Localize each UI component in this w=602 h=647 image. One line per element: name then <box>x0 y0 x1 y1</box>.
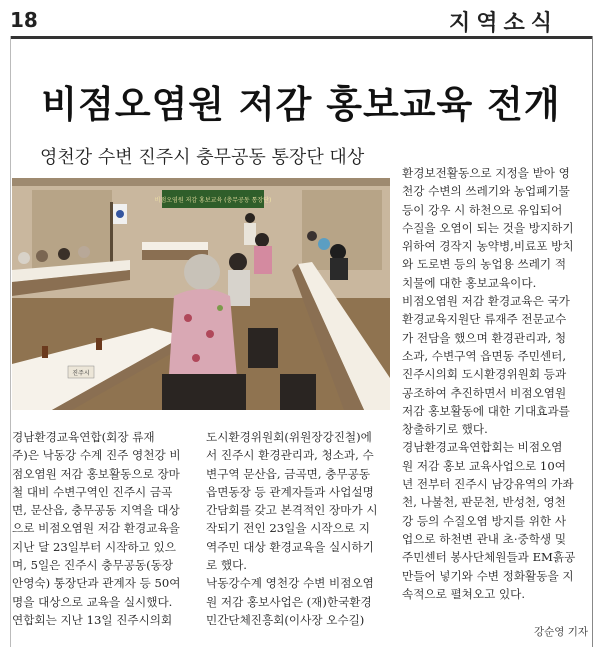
attendee <box>36 250 48 262</box>
text-line: 원 저감 홍보 교육사업으로 10여 <box>402 458 566 473</box>
text-line: 원 저감 홍보사업은 (재)한국환경 <box>206 594 372 609</box>
speaker-head <box>245 213 255 223</box>
text-line: 변구역 문산읍, 금곡면, 충무공동 <box>206 466 371 481</box>
text-line: 로 했다. <box>206 558 247 573</box>
chair <box>162 374 246 410</box>
floral-pattern <box>217 305 223 311</box>
text-line: 저감 홍보활동에 대한 기대효과를 <box>402 403 570 418</box>
text-line: 강 등의 수질오염 방지를 위한 사 <box>402 513 567 528</box>
text-line: 천강 수변의 쓰레기와 농업폐기물 <box>402 184 570 199</box>
text-line: 안영숙) 통장단과 관계자 등 50여 <box>12 576 181 591</box>
text-line: 치물에 대한 홍보교육이다. <box>402 275 537 290</box>
header-rule <box>10 36 592 39</box>
text-line: 만들어 넣기와 수변 정화활동을 지 <box>402 568 574 583</box>
text-line: 진주시의회 도시환경위원회 등과 <box>402 367 567 382</box>
text-line: 으로 비점오염원 저감 환경교육을 <box>12 521 180 536</box>
attendee-hair <box>184 254 220 290</box>
attendee-body <box>228 270 250 306</box>
text-line: 며, 5일은 진주시 충무공동(동장 <box>12 558 174 573</box>
flag-pole <box>110 202 113 262</box>
subheadline: 영천강 수변 진주시 충무공동 통장단 대상 <box>40 147 365 168</box>
chair <box>248 328 278 368</box>
text-line: 도시환경위원회(위원장강진철)에 <box>206 430 372 444</box>
attendee-body <box>330 258 348 280</box>
attendee <box>255 233 269 247</box>
text-line: 경남환경교육연합(회장 류재 <box>12 430 155 444</box>
text-line: 소과, 수변구역 읍면동 주민센터, <box>402 348 567 363</box>
bottle <box>96 338 102 350</box>
center-table <box>142 242 208 250</box>
text-line: 환경교육지원단 류재주 전문교수 <box>402 312 567 327</box>
article-column-1 <box>12 428 200 629</box>
floral-pattern <box>192 354 200 362</box>
speaker-body <box>244 223 256 245</box>
text-line: 작되기 전인 23일을 시작으로 지 <box>206 521 370 536</box>
article-column-2 <box>206 428 392 629</box>
text-line: 공조하여 추진하면서 비점오염원 <box>402 385 567 400</box>
text-line: 환경보전활동으로 지정을 받아 영 <box>402 166 570 180</box>
text-line: 점오염원 저감 홍보활동으로 장마 <box>12 466 180 481</box>
text-line: 명을 대상으로 교육을 실시했다. <box>12 594 173 609</box>
text-line: 경남환경교육연합회는 비점오염 <box>402 440 563 455</box>
attendee <box>330 244 346 260</box>
byline: 강순영 기자 <box>533 626 588 638</box>
text-line: 지난 달 23일부터 시작하고 있으 <box>12 539 176 554</box>
banner-text: 비점오염원 저감 홍보교육 (충무공동 통장단) <box>154 197 272 204</box>
ceiling-edge <box>12 178 390 186</box>
text-line: 비점오염원 저감 환경교육은 국가 <box>402 294 570 309</box>
floral-pattern <box>184 314 192 322</box>
text-line: 수질을 오염이 되는 것을 방지하기 <box>402 220 574 235</box>
article-column-3 <box>402 164 588 603</box>
attendee-body <box>254 246 272 274</box>
text-line: 주민센터 봉사단체원들과 EM흙공 <box>402 550 576 565</box>
text-line: 년 전부터 진주시 남강유역의 가좌 <box>402 477 574 492</box>
text-line: 창출하기로 했다. <box>402 422 488 437</box>
text-line: 서 진주시 환경관리과, 청소과, 수 <box>206 448 374 463</box>
text-line: 낙동강수계 영천강 수변 비점오염 <box>206 576 374 591</box>
right-border <box>592 36 593 647</box>
section-title: 지역소식 <box>448 10 558 36</box>
floral-pattern <box>206 330 214 338</box>
text-line: 간담회를 갖고 본격적인 장마가 시 <box>206 503 378 518</box>
attendee <box>58 248 70 260</box>
text-line: 와 도로변 등의 농업용 쓰레기 적 <box>402 257 567 272</box>
text-line: 면, 문산읍, 충무공동 지역을 대상 <box>12 503 180 518</box>
flag-emblem <box>116 210 124 218</box>
text-line: 읍면동장 등 관계자들과 사업설명 <box>206 484 374 499</box>
text-line: 위하여 경작지 농약병,비료포 방치 <box>402 239 574 254</box>
text-line: 등이 강우 시 하천으로 유입되어 <box>402 202 563 217</box>
nameplate-text: 진주시 <box>72 370 90 377</box>
photo-scene <box>12 178 390 410</box>
article-photo <box>12 178 390 410</box>
attendee <box>18 252 30 264</box>
attendee <box>318 238 330 250</box>
text-line: 속적으로 펼쳐오고 있다. <box>402 586 526 601</box>
chair <box>280 374 316 410</box>
attendee <box>229 253 247 271</box>
headline: 비점오염원 저감 홍보교육 전개 <box>41 83 561 126</box>
text-line: 연합회는 지난 13일 진주시의회 <box>12 612 173 627</box>
text-line: 업으로 하천변 관내 초·중학생 및 <box>402 531 567 546</box>
page-number: 18 <box>10 8 38 32</box>
attendee <box>307 231 317 241</box>
text-line: 역주민 대상 환경교육을 실시하기 <box>206 539 374 554</box>
text-line: 주)은 낙동강 수계 진주 영천강 비 <box>12 448 181 463</box>
bottle <box>42 346 48 358</box>
text-line: 천, 나불천, 판문천, 반성천, 영천 <box>402 495 566 510</box>
text-line: 가 전담을 했으며 환경관리과, 청 <box>402 330 567 345</box>
text-line: 철 대비 수변구역인 진주시 금곡 <box>12 484 173 499</box>
text-line: 민간단체진흥회(이사장 오수길) <box>206 612 365 627</box>
attendee <box>78 246 90 258</box>
